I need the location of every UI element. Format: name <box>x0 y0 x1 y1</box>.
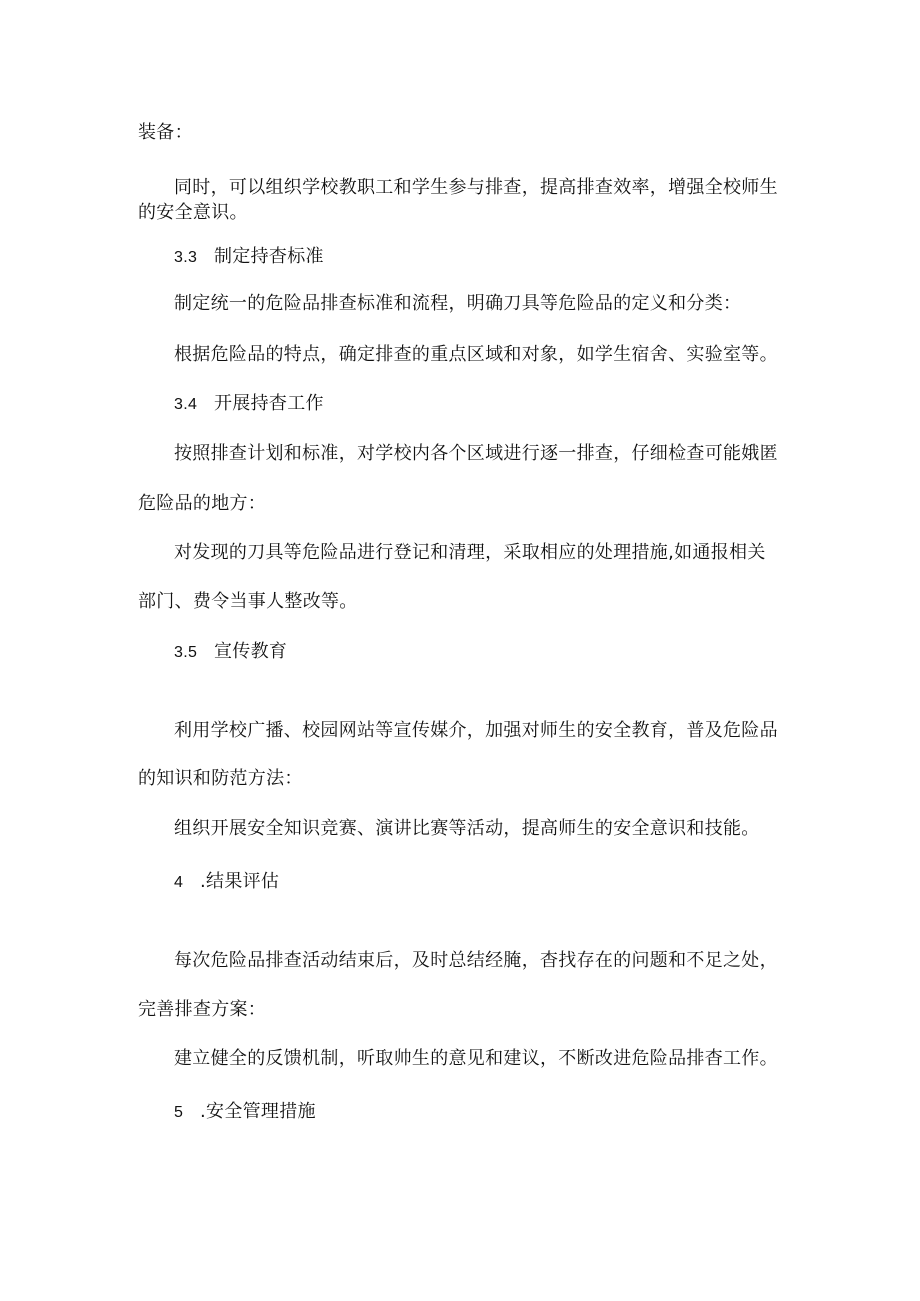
section-number: 5 <box>174 1104 184 1121</box>
paragraph-line <box>174 1047 778 1071</box>
paragraph-line <box>138 121 193 145</box>
paragraph-line <box>174 176 778 200</box>
section-number: 3.3 <box>174 249 198 266</box>
line-text: 完善排查方案： <box>138 999 267 1020</box>
section-title: .安全管理措施 <box>200 1101 316 1122</box>
paragraph-line <box>138 492 266 516</box>
line-text: 建立健全的反馈机制，听取帅生的意见和建议，不断改进危险品排杳工作。 <box>174 1048 778 1069</box>
section-title: 制定持杳标准 <box>214 246 324 267</box>
line-text: 组织开展安全知识竞赛、演讲比赛等活动，提高师生的安全意识和技能。 <box>174 818 760 839</box>
line-text: 利用学校广播、校园网站等宣传媒介，加强对师生的安全教育，普及危险品 <box>174 720 778 741</box>
section-heading <box>174 245 324 270</box>
line-text: 每次危险品排查活动结束后，及时总结经腌，杳找存在的问题和不足之处， <box>174 950 778 971</box>
section-heading <box>174 392 324 417</box>
line-text: 的知识和防范方法： <box>138 768 303 789</box>
section-title: 宣传教育 <box>214 641 288 662</box>
line-text: 部门、费令当事人整改等。 <box>138 591 358 612</box>
paragraph-line <box>138 998 266 1022</box>
paragraph-line <box>174 541 766 565</box>
paragraph-line <box>138 201 248 225</box>
line-text: 根据危险品的特点，确定排查的重点区域和对象，如学生宿舍、实验室等。 <box>174 344 778 365</box>
section-number: 3.4 <box>174 396 198 413</box>
line-text: 危险品的地方： <box>138 493 267 514</box>
paragraph-line <box>174 949 778 973</box>
paragraph-line <box>138 590 358 614</box>
line-text: 的安全意识。 <box>138 202 248 223</box>
line-text: 同时，可以组织学校教职工和学生参与排查，提高排查效率，增强全校师生 <box>174 177 778 198</box>
section-number: 4 <box>174 874 184 891</box>
paragraph-line <box>174 442 778 466</box>
section-heading <box>174 870 279 895</box>
section-title: .结果评估 <box>200 871 280 892</box>
paragraph-line <box>138 767 303 791</box>
paragraph-line <box>174 719 778 743</box>
section-number: 3.5 <box>174 644 198 661</box>
line-text: 对发现的刀具等危险品进行登记和清理，采取相应的处理措施,如通报相关 <box>174 542 766 563</box>
section-heading <box>174 1100 316 1125</box>
paragraph-line <box>174 292 741 316</box>
paragraph-line <box>174 817 760 841</box>
section-title: 开展持杳工作 <box>214 393 324 414</box>
line-text: 装备： <box>138 122 193 143</box>
line-text: 制定统一的危险品排查标准和流程，明确刀具等危险品的定义和分类： <box>174 293 742 314</box>
paragraph-line <box>174 343 778 367</box>
section-heading <box>174 640 287 665</box>
line-text: 按照排查计划和标准，对学校内各个区域进行逐一排查，仔细检查可能娥匿 <box>174 443 778 464</box>
